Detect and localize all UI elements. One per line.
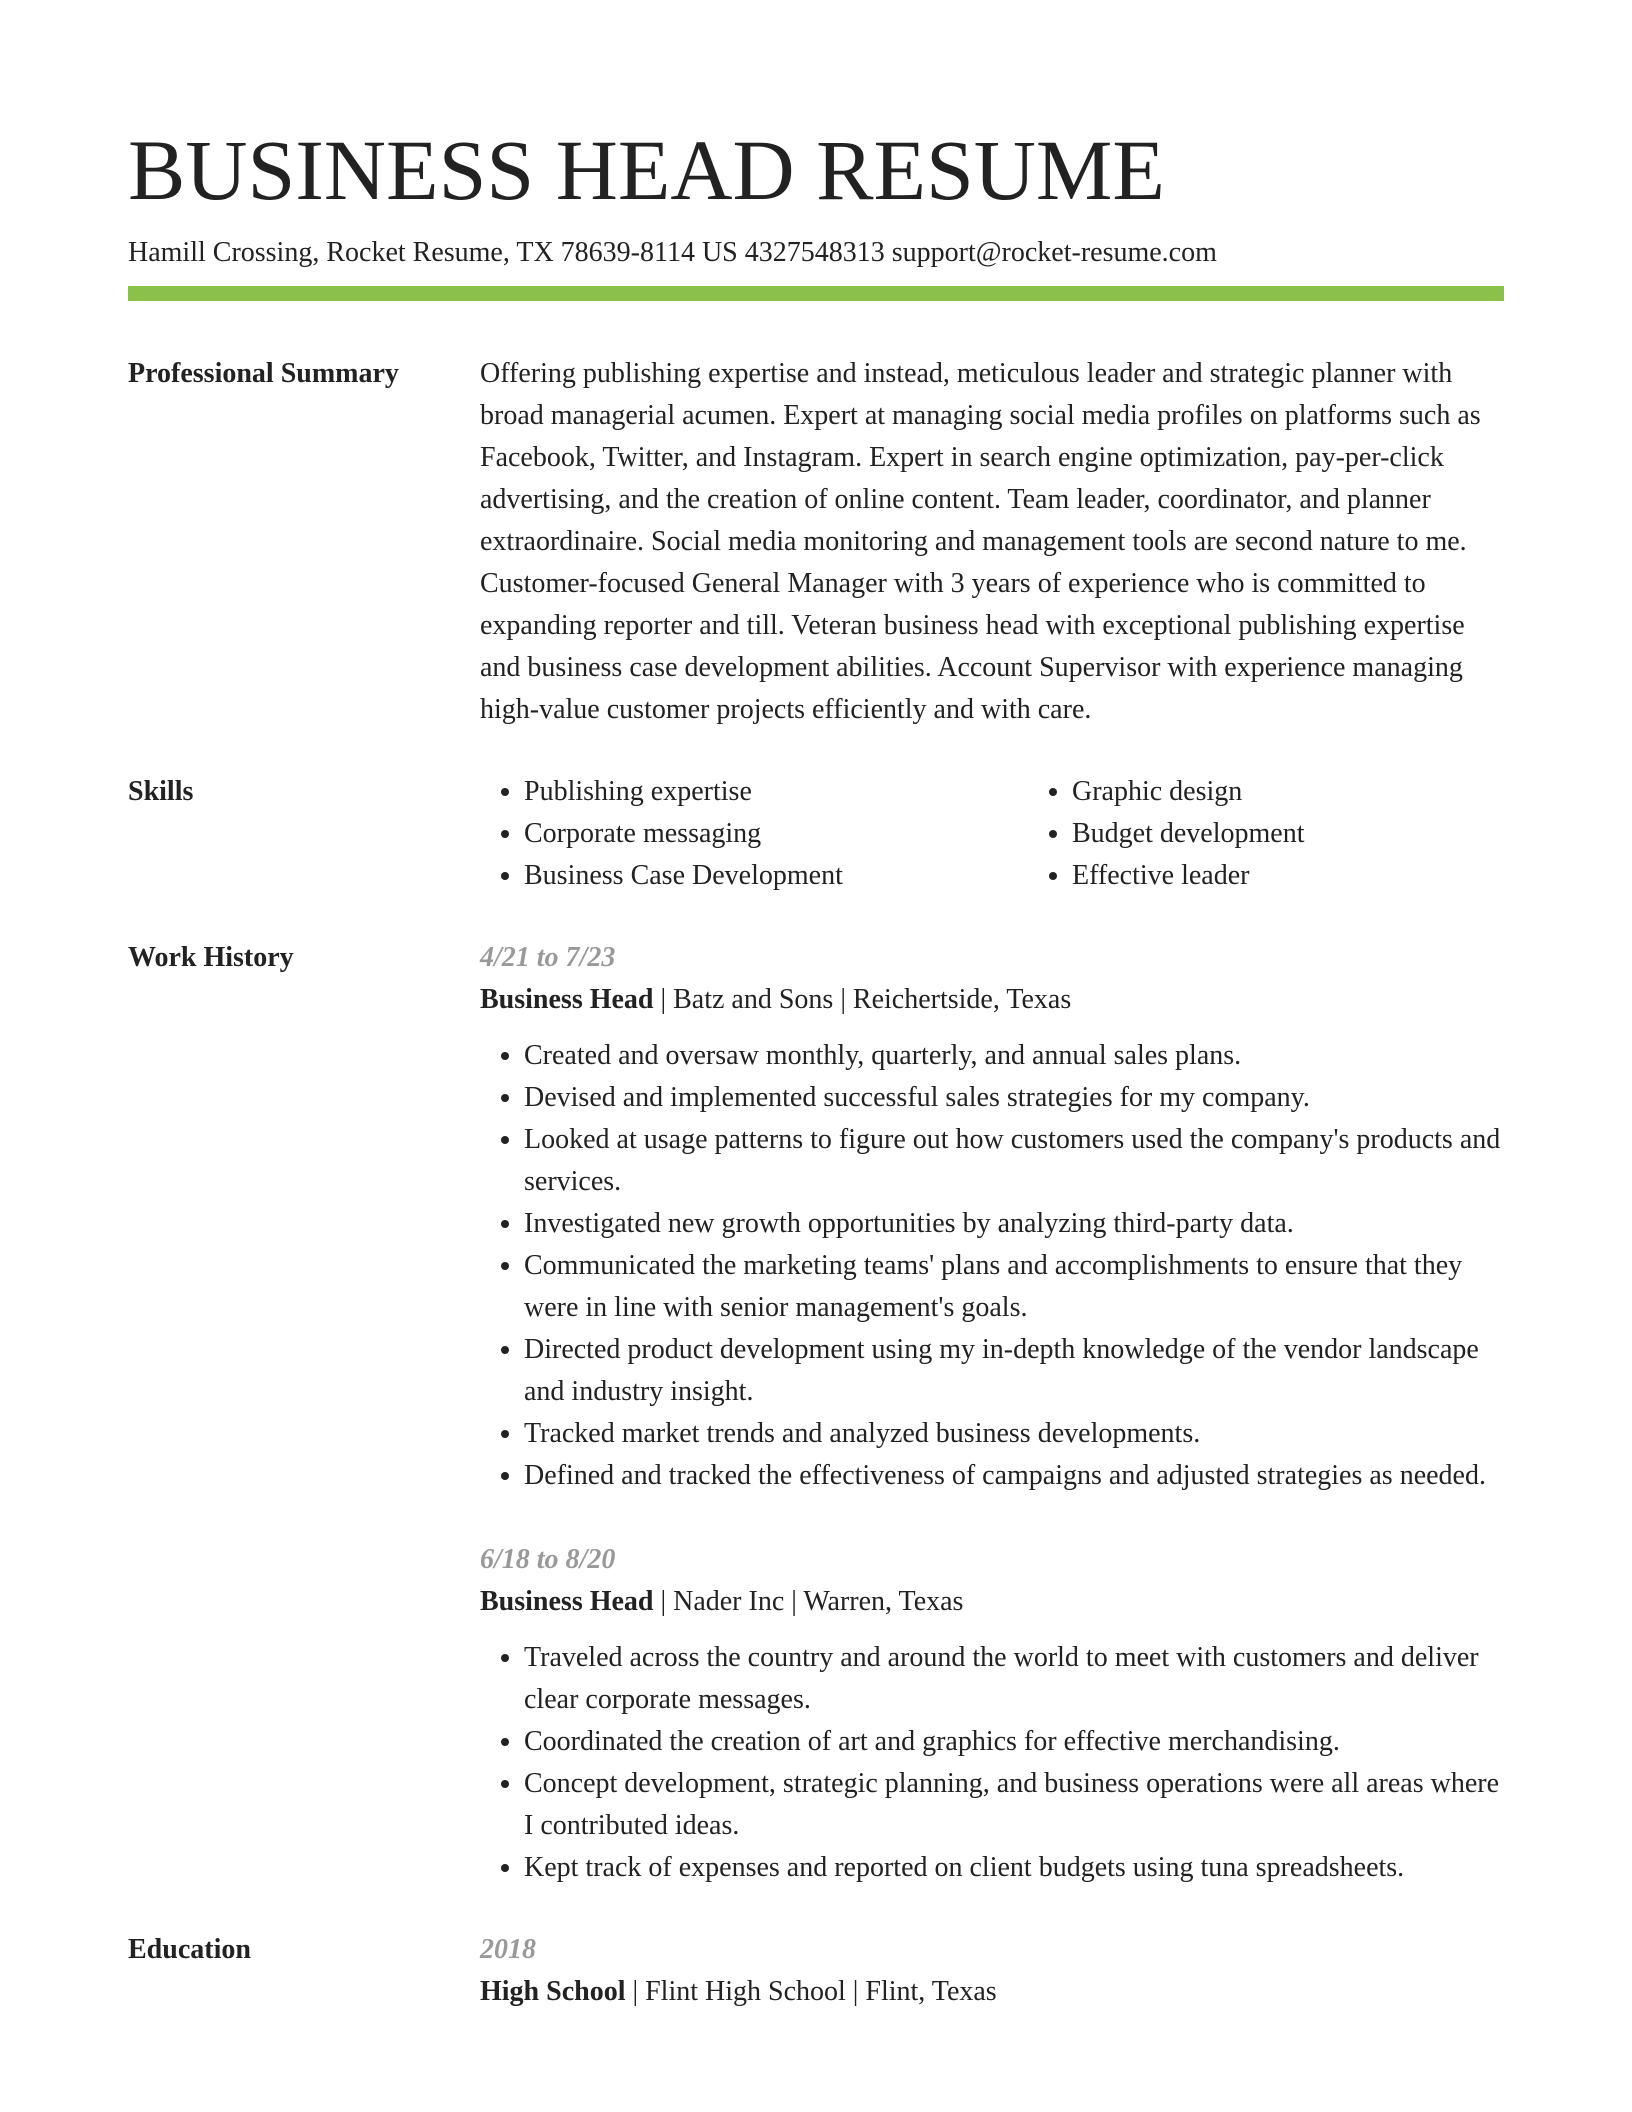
job-details: | Nader Inc | Warren, Texas	[653, 1586, 964, 1617]
summary-content	[480, 353, 1504, 731]
job-bullet: • Kept track of expenses and reported on client budgets using tuna spreadsheets.	[524, 1847, 1504, 1889]
job-bullet: • Defined and tracked the effectiveness of campaigns and adjusted strategies as needed.	[524, 1455, 1504, 1497]
job-date: 6/18 to 8/20	[480, 1544, 616, 1575]
job-bullet: • Tracked market trends and analyzed business developments.	[524, 1413, 1504, 1455]
work-history-section	[128, 937, 1504, 1889]
skills-content	[480, 771, 1576, 897]
job-bullet: • Looked at usage patterns to figure out how customers used the company's products and services.	[524, 1119, 1504, 1203]
job-bullet: • Communicated the marketing teams' plans and accomplishments to ensure that they were in line with senior management's goals.	[524, 1245, 1504, 1329]
job-bullet: • Created and oversaw monthly, quarterly, and annual sales plans.	[524, 1035, 1504, 1077]
skills-label: Skills	[128, 776, 194, 807]
job-heading	[480, 979, 1504, 1021]
skills-column-right	[1028, 771, 1576, 897]
skill-item: • Publishing expertise	[524, 771, 1028, 813]
job-entry	[480, 937, 1504, 1497]
job-bullet: • Traveled across the country and around the world to meet with customers and deliver clear corporate messages.	[524, 1637, 1504, 1721]
job-bullet: • Concept development, strategic planning, and business operations were all areas where I contributed ideas.	[524, 1763, 1504, 1847]
job-date: 4/21 to 7/23	[480, 942, 616, 973]
summary-label: Professional Summary	[128, 358, 399, 389]
job-details: | Batz and Sons | Reichertside, Texas	[653, 984, 1072, 1015]
job-title: Business Head	[480, 1586, 654, 1617]
job-entry	[480, 1539, 1504, 1889]
education-degree: High School	[480, 1976, 626, 2007]
job-heading	[480, 1581, 1504, 1623]
job-bullet: • Coordinated the creation of art and graphics for effective merchandising.	[524, 1721, 1504, 1763]
skill-item: • Business Case Development	[524, 855, 1028, 897]
education-label: Education	[128, 1934, 251, 1965]
resume-page	[128, 120, 1504, 2013]
skill-item: • Corporate messaging	[524, 813, 1028, 855]
skill-item: • Graphic design	[1072, 771, 1576, 813]
skills-column-left	[480, 771, 1028, 897]
summary-text: Offering publishing expertise and instead, meticulous leader and strategic planner with broad managerial acumen. Expert at managing social media profiles on platforms such as Facebook, Twitter, and Instagram. Expert in search engine optimization, pay-per-click advertising, and the creation of online content. Team leader, coordinator, and planner extraordinaire. Social media monitoring and management tools are second nature to me. Customer-focused General Manager with 3 years of experience who is committed to expanding reporter and till. Veteran business head with exceptional publishing expertise and business case development abilities. Account Supervisor with experience managing high-value customer projects efficiently and with care.	[480, 358, 1481, 725]
education-heading	[480, 1971, 1504, 2013]
job-bullet: • Devised and implemented successful sales strategies for my company.	[524, 1077, 1504, 1119]
education-date: 2018	[480, 1934, 536, 1965]
accent-divider	[128, 286, 1504, 301]
skill-item: • Effective leader	[1072, 855, 1576, 897]
skills-section	[128, 771, 1504, 897]
job-bullet: • Directed product development using my in-depth knowledge of the vendor landscape and industry insight.	[524, 1329, 1504, 1413]
work-history-label: Work History	[128, 942, 294, 973]
job-bullet: • Investigated new growth opportunities by analyzing third-party data.	[524, 1203, 1504, 1245]
job-title: Business Head	[480, 984, 654, 1015]
education-section	[128, 1929, 1504, 2013]
resume-title: BUSINESS HEAD RESUME	[128, 122, 1165, 218]
summary-section	[128, 353, 1504, 731]
skills-grid	[480, 771, 1576, 897]
education-details: | Flint High School | Flint, Texas	[625, 1976, 997, 2007]
work-history-content	[480, 937, 1504, 1889]
contact-line: Hamill Crossing, Rocket Resume, TX 78639-8114 US 4327548313 support@rocket-resume.com	[128, 237, 1217, 268]
job-bullets	[480, 1035, 1504, 1497]
skill-item: • Budget development	[1072, 813, 1576, 855]
education-content	[480, 1929, 1504, 2013]
job-bullets	[480, 1637, 1504, 1889]
